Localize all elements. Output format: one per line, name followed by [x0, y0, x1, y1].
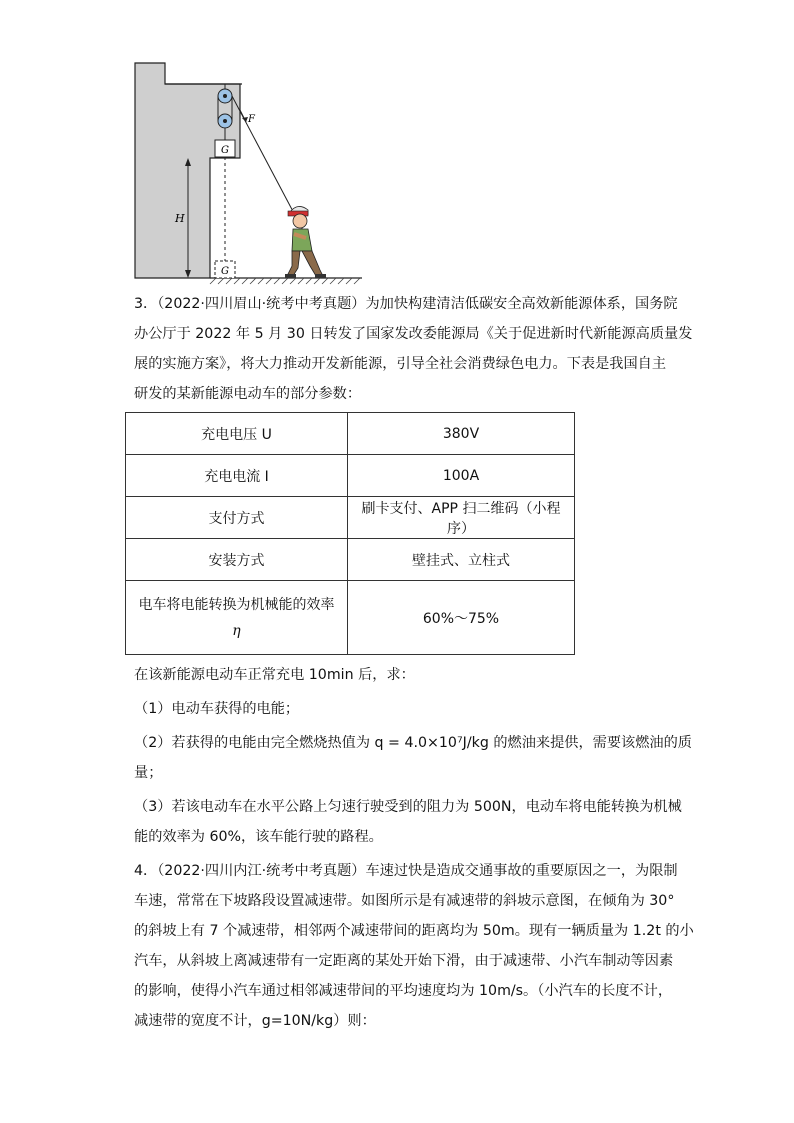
table-cell-value: 100A — [348, 455, 575, 497]
question4-line-1: 4．（2022·四川内江·统考中考真题）车速过快是造成交通事故的重要原因之一，为限制 — [134, 863, 678, 879]
question4-text — [134, 856, 694, 1036]
subquestion-1: （1）电动车获得的电能； — [134, 701, 300, 717]
question3-line-1: 3．（2022·四川眉山·统考中考真题）为加快构建清洁低碳安全高效新能源体系，国务院 — [134, 296, 678, 312]
table-cell-value: 壁挂式、立柱式 — [348, 539, 575, 581]
subquestion-2-line-1: （2）若获得的电能由完全燃烧热值为 q = 4.0×10⁷J/kg 的燃油来提供，需要该燃油的质 — [134, 735, 692, 751]
weight-label-bottom: G — [221, 266, 229, 277]
question3-text — [134, 289, 693, 409]
parameters-table — [125, 412, 575, 655]
question3-line-4: 研发的某新能源电动车的部分参数： — [134, 386, 362, 402]
table-row — [126, 413, 575, 455]
table-cell-key: 支付方式 — [126, 497, 348, 539]
height-label: H — [175, 212, 185, 225]
table-cell-key — [126, 581, 348, 655]
subquestion-3-line-2: 能的效率为 60%，该车能行驶的路程。 — [134, 829, 383, 845]
table-row — [126, 581, 575, 655]
question4-line-3: 的斜坡上有 7 个减速带，相邻两个减速带间的距离均为 50m。现有一辆质量为 1.2t 的小 — [134, 923, 694, 939]
table-cell-value: 60%～75% — [348, 581, 575, 655]
force-label: F — [248, 114, 255, 125]
question4-line-5: 的影响，使得小汽车通过相邻减速带间的平均速度均为 10m/s。（小汽车的长度不计， — [134, 983, 673, 999]
efficiency-label: 电车将电能转换为机械能的效率 — [138, 596, 335, 613]
table-cell-key: 充电电压 U — [126, 413, 348, 455]
subquestion-2-line-2: 量； — [134, 765, 163, 781]
weight-label-top: G — [221, 145, 229, 156]
subquestion-3-line-1: （3）若该电动车在水平公路上匀速行驶受到的阻力为 500N，电动车将电能转换为机械 — [134, 799, 682, 815]
table-row — [126, 539, 575, 581]
table-cell-value: 380V — [348, 413, 575, 455]
worker-figure — [285, 206, 326, 278]
question4-line-6: 减速带的宽度不计，g=10N/kg）则： — [134, 1013, 376, 1029]
table-cell-value: 刷卡支付、APP 扫二维码（小程序） — [348, 497, 575, 539]
question3-line-2: 办公厅于 2022 年 5 月 30 日转发了国家发改委能源局《关于促进新时代新能源高质量发 — [134, 326, 693, 342]
table-cell-key: 充电电流 I — [126, 455, 348, 497]
question4-line-4: 汽车，从斜坡上离减速带有一定距离的某处开始下滑，由于减速带、小汽车制动等因素 — [134, 953, 674, 969]
question4-line-2: 车速，常常在下坡路段设置减速带。如图所示是有减速带的斜坡示意图，在倾角为 30° — [134, 893, 675, 909]
question3-subquestions — [134, 660, 692, 852]
table-cell-key: 安装方式 — [126, 539, 348, 581]
table-row — [126, 455, 575, 497]
question3-line-3: 展的实施方案》，将大力推动开发新能源，引导全社会消费绿色电力。下表是我国自主 — [134, 356, 667, 372]
efficiency-symbol: η — [232, 622, 241, 639]
after-table-text: 在该新能源电动车正常充电 10min 后，求： — [134, 667, 415, 683]
pulley-figure — [130, 58, 370, 288]
table-row — [126, 497, 575, 539]
